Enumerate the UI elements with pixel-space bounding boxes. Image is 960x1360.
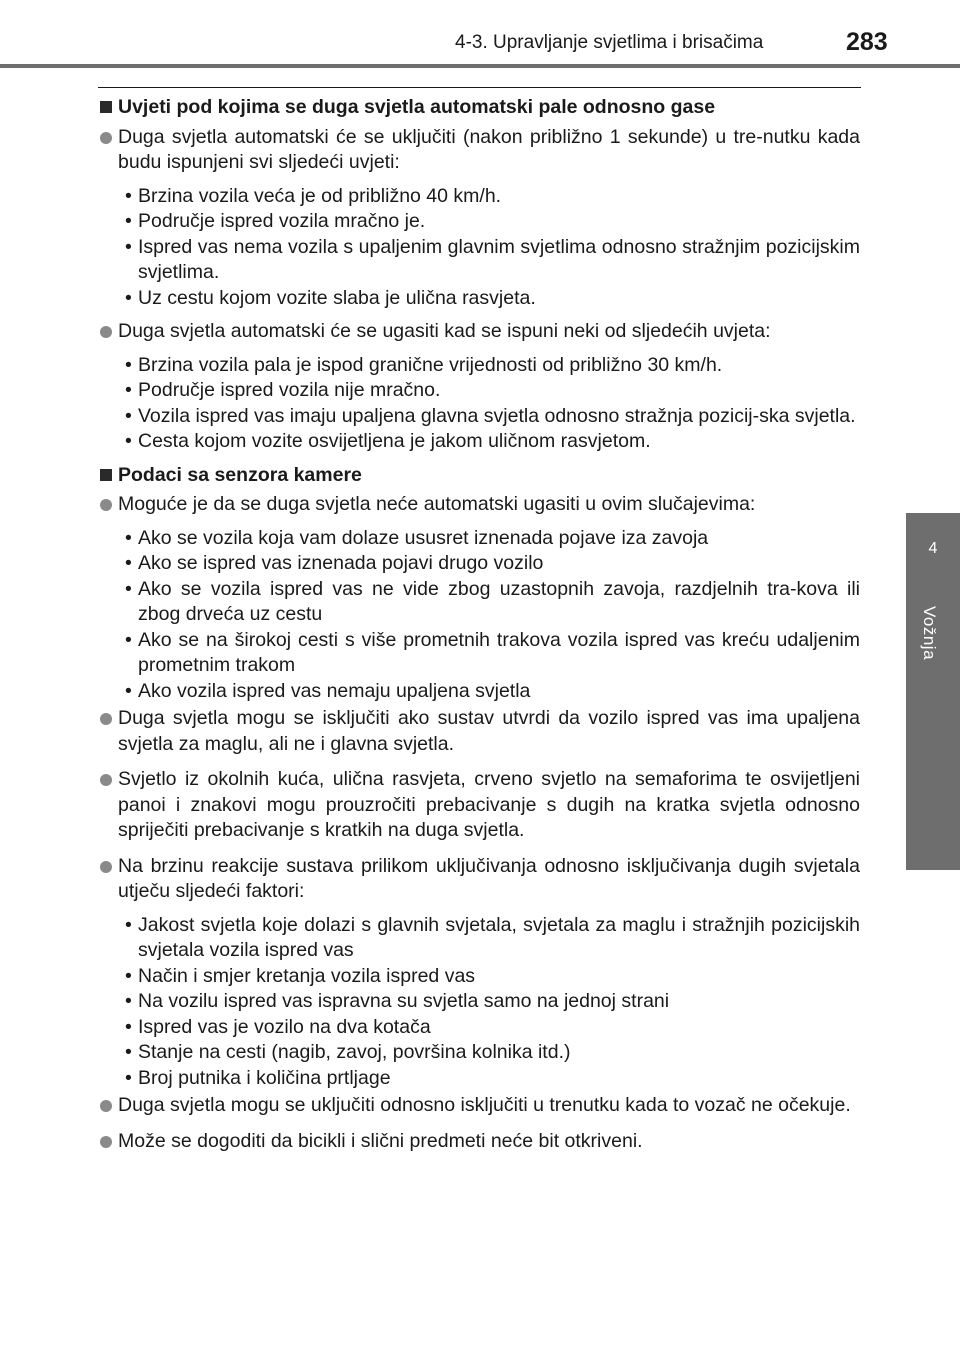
list-item-text: Područje ispred vozila nije mračno. [138,379,441,401]
list-item [118,184,860,210]
list-item [118,526,860,552]
list-item-text: Ako vozila ispred vas nemaju upaljena svjetla [138,679,531,702]
list-item-text: Vozila ispred vas imaju upaljena glavna svjetla odnosno stražnja pozicij-ska svjetla. [138,404,856,427]
bullet-point [98,767,860,844]
square-bullet-icon [100,101,112,113]
list-item-text: Cesta kojom vozite osvijetljena je jakom uličnom rasvjetom. [138,430,651,452]
page-content [98,95,860,1164]
list-item-text: Područje ispred vozila mračno je. [138,210,426,232]
list-item-text: Brzina vozila pala je ispod granične vrijednosti od približno 30 km/h. [138,353,723,376]
list-item-text: Na vozilu ispred vas ispravna su svjetla samo na jednoj strani [138,990,670,1012]
dot-bullet-icon: • [125,1041,132,1063]
running-header-title: 4-3. Upravljanje svjetlima i brisačima [455,32,764,53]
list-item [118,964,860,990]
dot-bullet-icon: • [125,404,132,427]
dot-bullet-icon: • [125,679,132,702]
page-number: 283 [846,28,888,56]
bullet-point [98,319,860,345]
list-item [118,353,860,379]
dot-bullet-icon: • [125,430,132,452]
bullet-point [98,492,860,518]
bullet-point-text: Duga svjetla automatski će se ugasiti kad se ispuni neki od sljedećih uvjeta: [118,320,771,342]
list-item [118,551,860,577]
dot-bullet-icon: • [125,526,132,549]
list-item [118,1066,860,1092]
circle-bullet-icon [100,774,112,786]
dot-bullet-icon: • [125,286,132,309]
circle-bullet-icon [100,713,112,725]
list-item-text: Ako se vozila koja vam dolaze ususret iznenada pojave iza zavoja [138,526,709,549]
list-item [118,404,860,430]
dot-bullet-icon: • [125,184,132,207]
square-bullet-icon [100,469,112,481]
bullet-point-text: Moguće je da se duga svjetla neće automatski ugasiti u ovim slučajevima: [118,493,756,515]
circle-bullet-icon [100,1100,112,1112]
bullet-point-text: Duga svjetla mogu se uključiti odnosno isključiti u trenutku kada to vozač ne očekuje. [118,1094,851,1116]
list-item-text: Brzina vozila veća je od približno 40 km/h. [138,184,502,207]
list-item-text: Ispred vas nema vozila s upaljenim glavnim svjetlima odnosno stražnjim pozicijskim svjetlima. [138,235,860,283]
dot-bullet-icon: • [125,235,132,258]
dot-bullet-icon: • [125,379,132,401]
circle-bullet-icon [100,132,112,144]
sub-list [98,353,860,455]
circle-bullet-icon [100,499,112,511]
list-item-text: Stanje na cesti (nagib, zavoj, površina kolnika itd.) [138,1041,571,1063]
bullet-point [98,1093,860,1119]
dot-bullet-icon: • [125,1015,132,1038]
circle-bullet-icon [100,326,112,338]
section-heading [98,463,860,489]
section-heading-text: Uvjeti pod kojima se duga svjetla automatski pale odnosno gase [118,96,716,118]
bullet-point-text: Svjetlo iz okolnih kuća, ulična rasvjeta, crveno svjetlo na semaforima te osvijetljeni panoi i znakovi mogu prouzročiti prebacivanje s dugih na kratka svjetla odnosno spriječiti prebacivanje s kratkih na duga svjetla. [118,768,860,841]
chapter-label: Vožnja [920,606,939,661]
dot-bullet-icon: • [125,964,132,987]
bullet-point [98,706,860,757]
list-item [118,1040,860,1066]
sub-list [98,526,860,705]
bullet-point [98,125,860,176]
list-item [118,679,860,705]
dot-bullet-icon: • [125,552,132,574]
dot-bullet-icon: • [125,990,132,1012]
chapter-tab-number: 4 [928,540,938,557]
content-top-rule [98,87,861,88]
list-item-text: Broj putnika i količina prtljage [138,1066,391,1089]
sub-list [98,913,860,1092]
section-heading [98,95,860,121]
dot-bullet-icon: • [125,210,132,232]
circle-bullet-icon [100,861,112,873]
list-item-text: Ispred vas je vozilo na dva kotača [138,1015,431,1038]
bullet-point-text: Duga svjetla mogu se isključiti ako sustav utvrdi da vozilo ispred vas ima upaljena svjetla za maglu, ali ne i glavna svjetla. [118,707,860,755]
list-item [118,235,860,286]
bullet-point-text: Na brzinu reakcije sustava prilikom uključivanja odnosno isključivanja dugih svjetala utječu sljedeći faktori: [118,854,860,902]
list-item [118,378,860,404]
list-item [118,577,860,628]
dot-bullet-icon: • [125,353,132,376]
list-item-text: Uz cestu kojom vozite slaba je ulična rasvjeta. [138,286,536,309]
dot-bullet-icon: • [125,1066,132,1089]
list-item [118,913,860,964]
list-item [118,628,860,679]
bullet-point [98,854,860,905]
list-item [118,1015,860,1041]
header-divider [0,64,960,68]
list-item [118,989,860,1015]
circle-bullet-icon [100,1136,112,1148]
list-item-text: Ako se ispred vas iznenada pojavi drugo vozilo [138,552,544,574]
bullet-point [98,1129,860,1155]
dot-bullet-icon: • [125,913,132,936]
sub-list [98,184,860,312]
bullet-point-text: Može se dogoditi da bicikli i slični predmeti neće bit otkriveni. [118,1129,643,1152]
list-item-text: Jakost svjetla koje dolazi s glavnih svjetala, svjetala za maglu i stražnjih pozicijskih svjetala vozila ispred vas [138,913,860,961]
list-item [118,429,860,455]
dot-bullet-icon: • [125,628,132,651]
bullet-point-text: Duga svjetla automatski će se uključiti (nakon približno 1 sekunde) u tre-nutku kada budu ispunjeni svi sljedeći uvjeti: [118,125,860,173]
section-heading-text: Podaci sa senzora kamere [118,463,362,486]
list-item [118,209,860,235]
dot-bullet-icon: • [125,577,132,600]
list-item-text: Način i smjer kretanja vozila ispred vas [138,964,476,987]
list-item-text: Ako se na širokoj cesti s više prometnih trakova vozila ispred vas kreću udaljenim prometnim trakom [138,628,860,676]
list-item-text: Ako se vozila ispred vas ne vide zbog uzastopnih zavoja, razdjelnih tra-kova ili zbog drveća uz cestu [138,577,860,625]
list-item [118,286,860,312]
